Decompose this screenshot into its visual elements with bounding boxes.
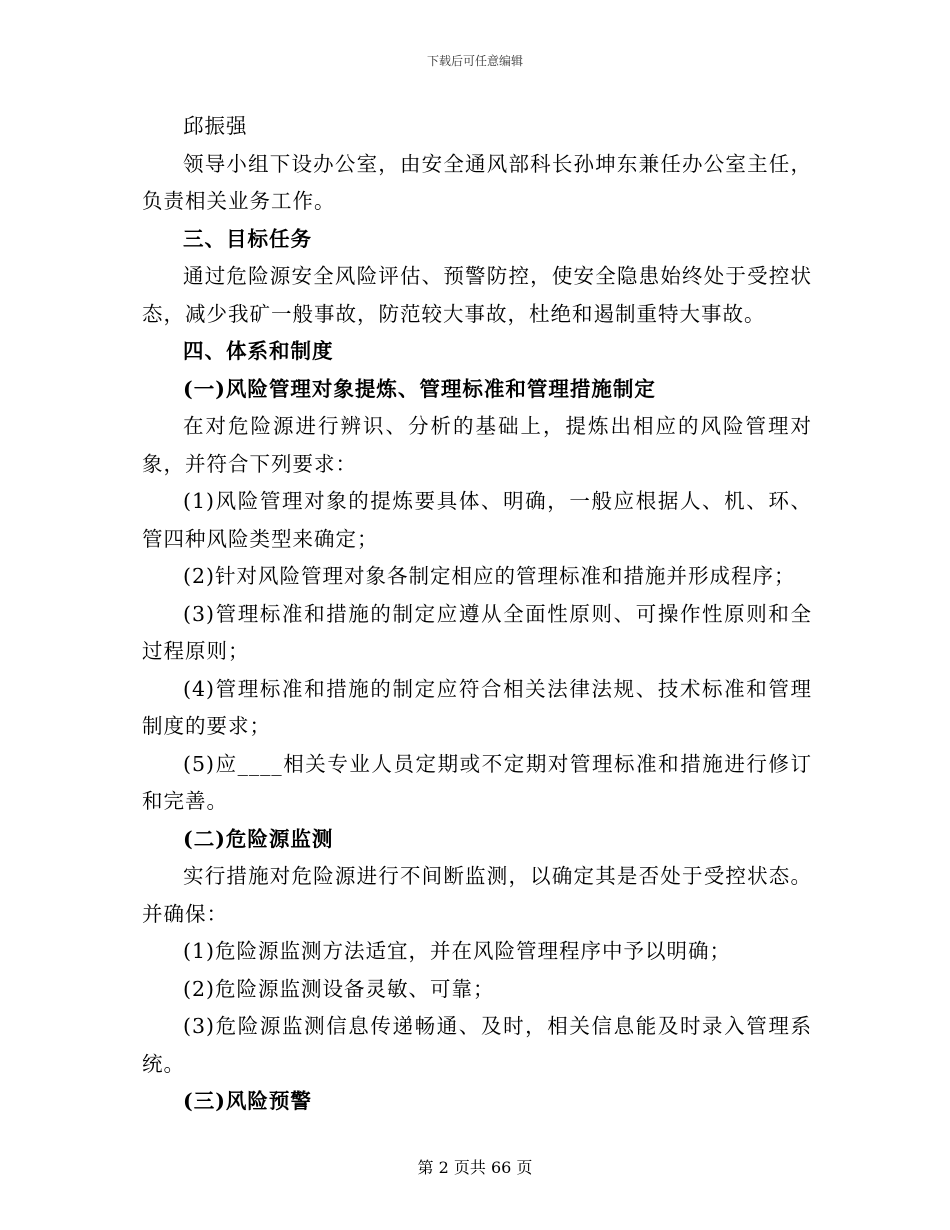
paragraph-name-line: 邱振强 bbox=[183, 114, 248, 138]
subsection-heading-2: (二)危险源监测 bbox=[183, 826, 334, 851]
list-item-2: (2)针对风险管理对象各制定相应的管理标准和措施并形成程序； bbox=[183, 564, 796, 588]
subsection-heading-3: (三)风险预警 bbox=[183, 1089, 312, 1113]
page-footer: 第 2 页共 66 页 bbox=[417, 1158, 533, 1177]
document-body bbox=[142, 108, 812, 1121]
section-heading-4: 四、体系和制度 bbox=[183, 339, 334, 363]
monitoring-item-1: (1)危险源监测方法适宜，并在风险管理程序中予以明确； bbox=[183, 939, 732, 963]
list-item-4: (4)管理标准和措施的制定应符合相关法律法规、技术标准和管理制度的要求； bbox=[142, 676, 812, 738]
subsection-heading-1: (一)风险管理对象提炼、管理标准和管理措施制定 bbox=[183, 376, 656, 401]
monitoring-item-2: (2)危险源监测设备灵敏、可靠； bbox=[183, 976, 495, 1001]
list-item-5: (5)应____相关专业人员定期或不定期对管理标准和措施进行修订和完善。 bbox=[142, 751, 812, 813]
paragraph-monitoring-intro: 实行措施对危险源进行不间断监测，以确定其是否处于受控状态。并确保： bbox=[142, 864, 812, 926]
paragraph-office: 领导小组下设办公室，由安全通风部科长孙坤东兼任办公室主任，负责相关业务工作。 bbox=[142, 151, 812, 213]
paragraph-goals: 通过危险源安全风险评估、预警防控，使安全隐患始终处于受控状态，减少我矿一般事故，防范较大事故，杜绝和遏制重特大事故。 bbox=[142, 264, 812, 326]
list-item-1: (1)风险管理对象的提炼要具体、明确，一般应根据人、机、环、管四种风险类型来确定； bbox=[142, 489, 812, 551]
list-item-3: (3)管理标准和措施的制定应遵从全面性原则、可操作性原则和全过程原则； bbox=[142, 601, 812, 663]
paragraph-requirements-intro: 在对危险源进行辨识、分析的基础上，提炼出相应的风险管理对象，并符合下列要求： bbox=[142, 414, 812, 476]
page-header: 下载后可任意编辑 bbox=[426, 54, 523, 68]
section-heading-3: 三、目标任务 bbox=[183, 226, 312, 251]
monitoring-item-3: (3)危险源监测信息传递畅通、及时，相关信息能及时录入管理系统。 bbox=[142, 1014, 812, 1076]
